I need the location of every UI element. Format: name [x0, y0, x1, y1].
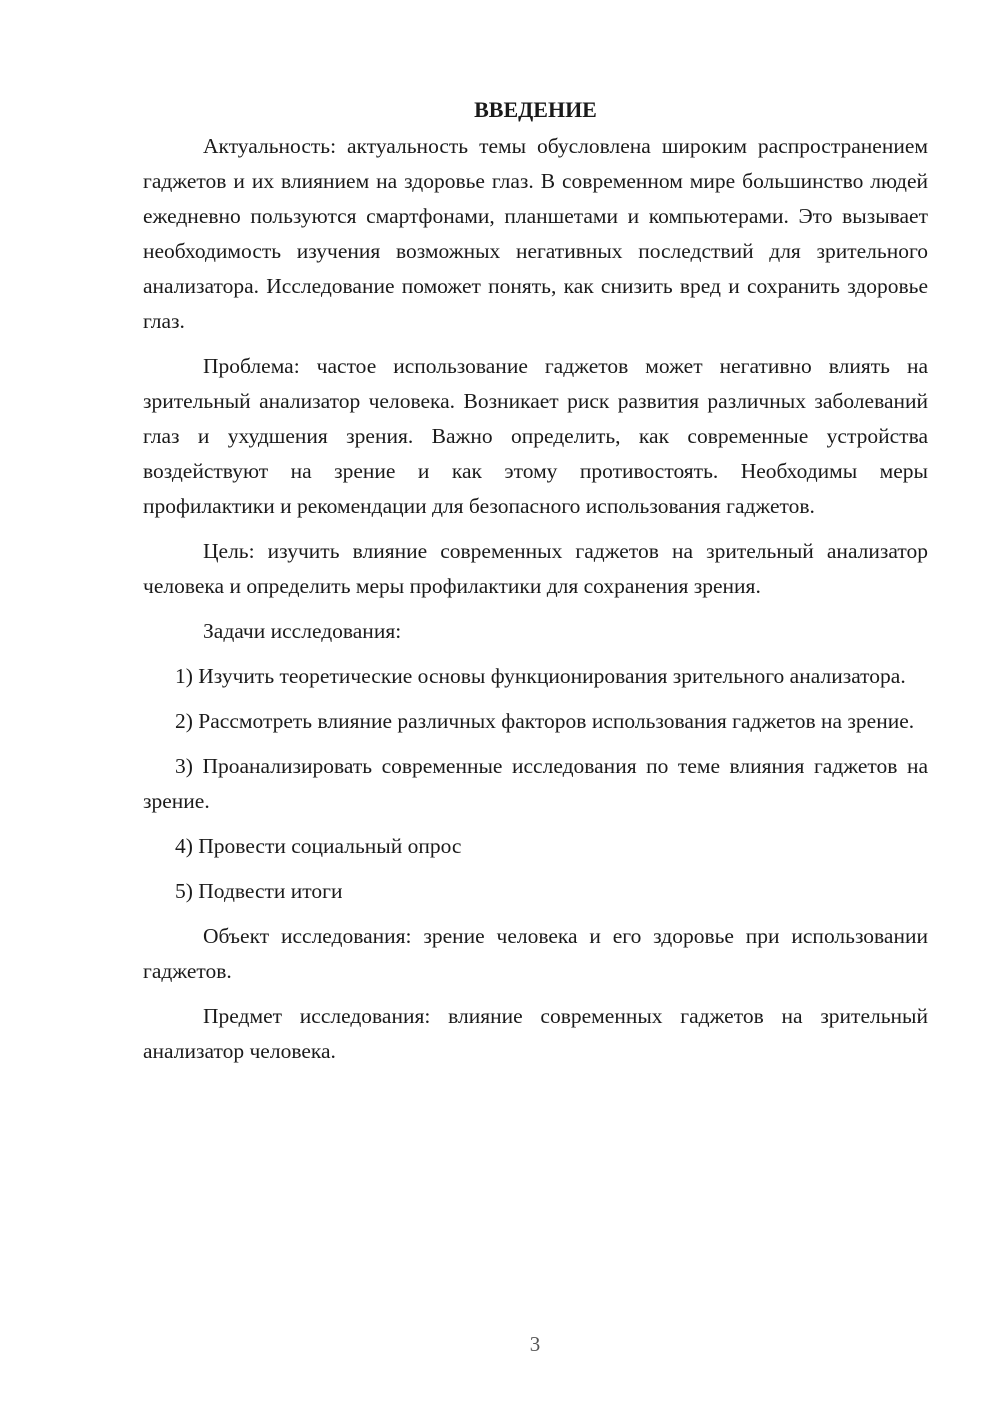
paragraph-goal: Цель: изучить влияние современных гаджетов на зрительный анализатор человека и определить меры профилактики для сохранения зрения.	[143, 539, 928, 598]
paragraph-object: Объект исследования: зрение человека и его здоровье при использовании гаджетов.	[143, 924, 928, 983]
section-title: ВВЕДЕНИЕ	[474, 97, 597, 122]
task-item-5: 5) Подвести итоги	[175, 879, 343, 903]
document-page	[143, 92, 928, 1079]
task-item-1: 1) Изучить теоретические основы функционирования зрительного анализатора.	[175, 664, 906, 688]
task-item-3: 3) Проанализировать современные исследования по теме влияния гаджетов на зрение.	[143, 754, 928, 813]
paragraph-relevance: Актуальность: актуальность темы обусловлена широким распространением гаджетов и их влиянием на здоровье глаз. В современном мире большинство людей ежедневно пользуются смартфонами, планшетами и компьютерами. Это вызывает необходимость изучения возможных негативных последствий для зрительного анализатора. Исследование поможет понять, как снизить вред и сохранить здоровье глаз.	[143, 134, 928, 333]
paragraph-problem: Проблема: частое использование гаджетов может негативно влиять на зрительный анализатор человека. Возникает риск развития различных заболеваний глаз и ухудшения зрения. Важно определить, как современные устройства воздействуют на зрение и как этому противостоять. Необходимы меры профилактики и рекомендации для безопасного использования гаджетов.	[143, 354, 928, 518]
task-item-2: 2) Рассмотреть влияние различных факторов использования гаджетов на зрение.	[175, 709, 915, 733]
page-number: 3	[529, 1332, 541, 1356]
paragraph-tasks-heading: Задачи исследования:	[203, 619, 402, 643]
task-item-4: 4) Провести социальный опрос	[175, 834, 462, 858]
paragraph-subject: Предмет исследования: влияние современных гаджетов на зрительный анализатор человека.	[143, 1004, 928, 1063]
